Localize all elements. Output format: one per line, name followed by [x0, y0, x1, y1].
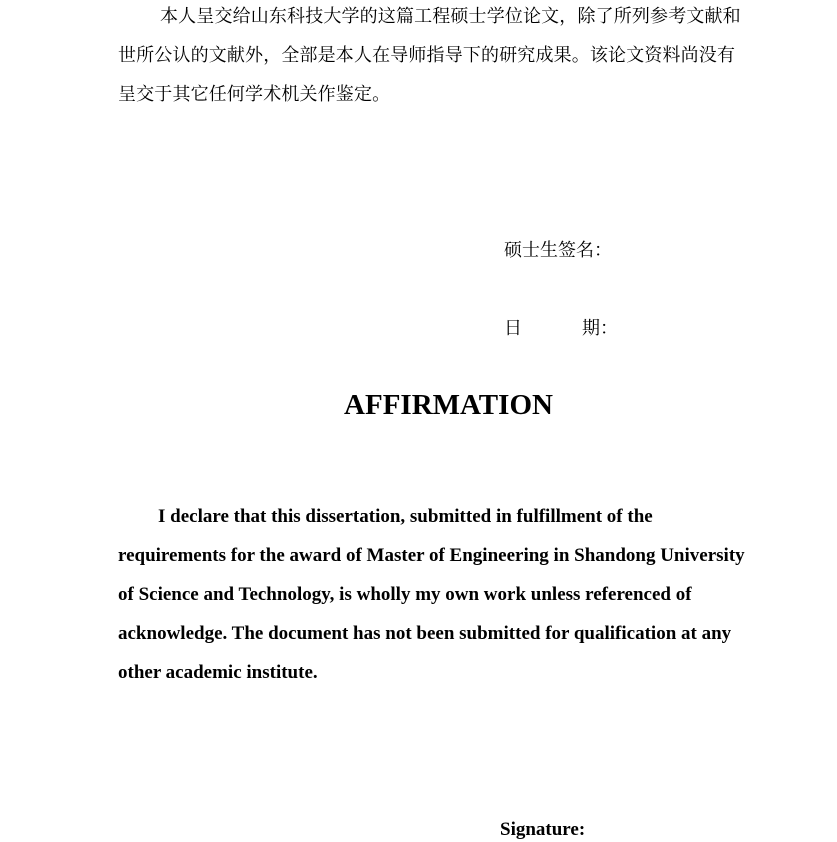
affirmation-line-2: requirements for the award of Master of Engineering in Shandong University — [118, 545, 745, 566]
chinese-statement-line-2: 世所公认的文献外，全部是本人在导师指导下的研究成果。该论文资料尚没有 — [118, 45, 736, 66]
affirmation-line-3: of Science and Technology, is wholly my own work unless referenced of — [118, 584, 692, 605]
english-signature-label: Signature: — [500, 819, 586, 840]
affirmation-title: AFFIRMATION — [344, 389, 553, 421]
affirmation-line-4: acknowledge. The document has not been submitted for qualification at any — [118, 623, 732, 644]
affirmation-line-1: I declare that this dissertation, submitted in fulfillment of the — [158, 506, 653, 527]
date-label-char-1: 日 — [504, 318, 522, 339]
chinese-signature-label: 硕士生签名： — [504, 240, 612, 261]
date-label-char-2: 期： — [582, 318, 618, 339]
chinese-date-label — [504, 317, 618, 341]
chinese-statement-line-1: 本人呈交给山东科技大学的这篇工程硕士学位论文，除了所列参考文献和 — [160, 6, 741, 27]
affirmation-line-5: other academic institute. — [118, 662, 318, 683]
chinese-statement-line-3: 呈交于其它任何学术机关作鉴定。 — [118, 84, 391, 105]
